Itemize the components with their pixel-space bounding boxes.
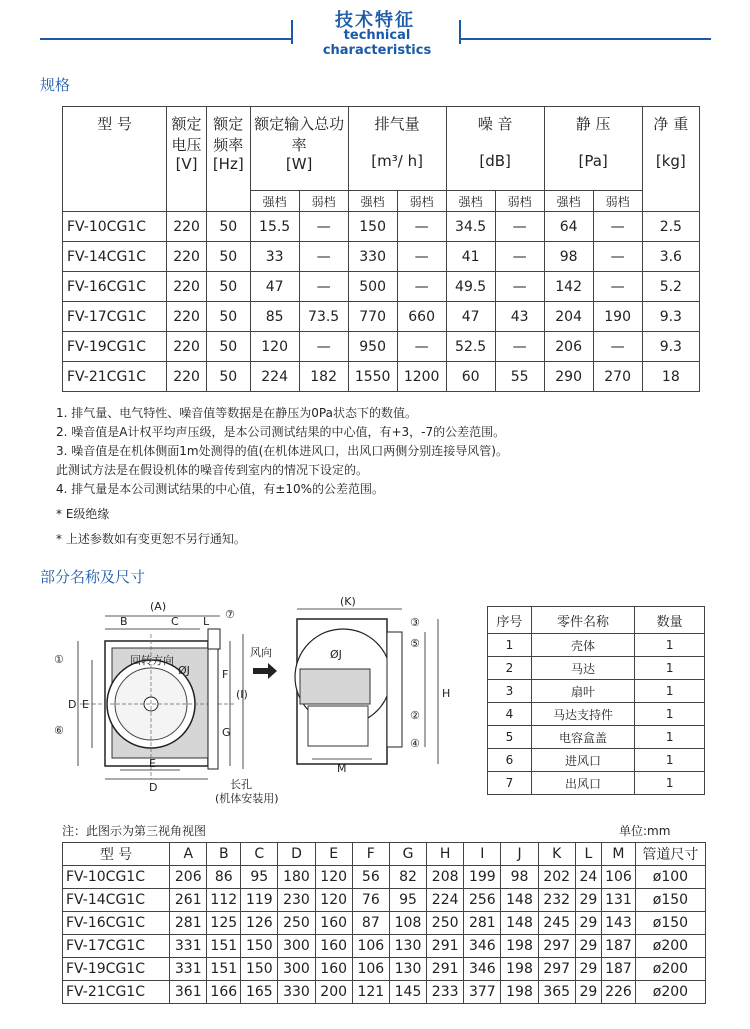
parts-cell: 出风口 [531,772,634,795]
dim-label-b: B [120,615,128,628]
header-pressure: 静 压 [Pa] [544,107,642,191]
model-cell: FV-16CG1C [63,272,167,302]
model-cell: FV-10CG1C [63,212,167,242]
spec-cell: 43 [495,302,544,332]
callout-1: ① [54,653,64,666]
parts-cell: 马达 [531,657,634,680]
spec-cell: 120 [250,332,299,362]
dims-cell: 29 [575,935,601,958]
spec-cell: — [299,212,348,242]
dims-cell: 202 [538,866,575,889]
table-row [488,772,705,795]
callout-6: ⑥ [54,724,64,737]
dims-header-cell: F [352,843,389,866]
table-row [63,935,706,958]
subheader-weak: 弱档 [397,191,446,212]
dims-cell: 29 [575,912,601,935]
spec-cell: 950 [348,332,397,362]
model-cell: FV-21CG1C [63,362,167,392]
wind-label: 风向 [250,646,272,659]
spec-cell: 5.2 [642,272,699,302]
dims-cell: 87 [352,912,389,935]
subheader-strong: 强档 [544,191,593,212]
dims-cell: 187 [602,935,636,958]
table-row [488,657,705,680]
dims-cell: 95 [241,866,278,889]
parts-cell: 7 [488,772,532,795]
dims-note: 注：此图示为第三视角视图 [62,824,207,838]
spec-cell: 660 [397,302,446,332]
spec-cell: 190 [593,302,642,332]
table-row [63,332,700,362]
callout-5: ⑤ [410,637,420,650]
spec-cell: 85 [250,302,299,332]
header-power: 额定输入总功率 [W] [250,107,348,191]
dims-cell: 125 [207,912,241,935]
model-cell: FV-14CG1C [63,889,170,912]
spec-cell: 220 [167,332,207,362]
spec-cell: 60 [446,362,495,392]
dims-cell: ø150 [635,889,705,912]
parts-cell: 马达支持件 [531,703,634,726]
spec-cell: 47 [446,302,495,332]
dims-header-cell: H [427,843,464,866]
fan-dimension-diagram [50,594,475,814]
table-row [488,634,705,657]
spec-cell: 52.5 [446,332,495,362]
note-line: 2. 噪音值是A计权平均声压级，是本公司测试结果的中心值，有+3，-7的公差范围。 [56,425,506,439]
parts-cell: 3 [488,680,532,703]
spec-cell: 50 [206,242,250,272]
model-cell: FV-21CG1C [63,981,170,1004]
spec-cell: — [397,332,446,362]
parts-cell: 2 [488,657,532,680]
dims-cell: 206 [170,866,207,889]
dims-header-cell: A [170,843,207,866]
spec-cell: 49.5 [446,272,495,302]
spec-cell: 50 [206,272,250,302]
dims-cell: 180 [278,866,315,889]
parts-cell: 扇叶 [531,680,634,703]
dims-header-cell: B [207,843,241,866]
dims-cell: 106 [352,958,389,981]
dims-cell: 76 [352,889,389,912]
spec-cell: 50 [206,332,250,362]
header-voltage: 额定电压 [V] [167,107,207,212]
spec-cell: 98 [544,242,593,272]
parts-cell: 1 [635,680,705,703]
spec-cell: 1200 [397,362,446,392]
dims-header-cell: M [602,843,636,866]
dims-cell: 346 [464,935,501,958]
table-row [63,272,700,302]
note-line: 3. 噪音值是在机体侧面1m处测得的值(在机体进风口，出风口两侧分别连接导风管)。 [56,444,508,458]
dim-label-e-bottom: E [149,757,156,770]
dims-cell: 297 [538,935,575,958]
dims-cell: 160 [315,958,352,981]
spec-cell: 9.3 [642,332,699,362]
parts-cell: 1 [635,772,705,795]
dim-label-g: G [222,726,231,739]
dims-cell: 346 [464,958,501,981]
header-title-en: technical characteristics [322,28,432,58]
parts-cell: 1 [635,634,705,657]
parts-cell: 1 [488,634,532,657]
spec-cell: 150 [348,212,397,242]
dims-cell: 256 [464,889,501,912]
table-row [488,726,705,749]
dims-cell: 108 [389,912,426,935]
dims-cell: 151 [207,958,241,981]
dims-cell: 130 [389,935,426,958]
dims-cell: 261 [170,889,207,912]
spec-cell: 220 [167,242,207,272]
spec-cell: 64 [544,212,593,242]
spec-cell: — [495,332,544,362]
dims-header-cell: D [278,843,315,866]
spec-cell: 500 [348,272,397,302]
parts-header-name: 零件名称 [531,607,634,634]
dims-header-cell: K [538,843,575,866]
spec-cell: — [299,272,348,302]
dims-cell: 200 [315,981,352,1004]
dims-cell: 148 [501,912,538,935]
spec-notes [56,404,696,549]
dims-cell: 82 [389,866,426,889]
spec-cell: 2.5 [642,212,699,242]
dims-cell: 106 [602,866,636,889]
dim-label-f: F [222,668,229,681]
dim-label-l: L [203,615,210,628]
dims-cell: 120 [315,889,352,912]
dims-cell: 377 [464,981,501,1004]
dims-cell: 250 [427,912,464,935]
dim-label-j-side: ØJ [330,648,342,661]
dims-header-cell: J [501,843,538,866]
dims-cell: 208 [427,866,464,889]
dims-cell: 126 [241,912,278,935]
dims-cell: 198 [501,981,538,1004]
spec-cell: — [299,332,348,362]
dims-cell: ø200 [635,958,705,981]
callout-7: ⑦ [225,608,235,621]
note-line: 1. 排气量、电气特性、噪音值等数据是在静压为0Pa状态下的数值。 [56,406,417,420]
parts-cell: 进风口 [531,749,634,772]
note-line: 4. 排气量是本公司测试结果的中心值，有±10%的公差范围。 [56,482,384,496]
parts-section-title: 部分名称及尺寸 [40,568,146,586]
model-cell: FV-19CG1C [63,332,167,362]
table-row [63,302,700,332]
dims-cell: ø150 [635,912,705,935]
dims-cell: 160 [315,912,352,935]
spec-cell: 204 [544,302,593,332]
dims-cell: 24 [575,866,601,889]
table-row [63,242,700,272]
dims-cell: 143 [602,912,636,935]
table-row [63,889,706,912]
header-model: 型 号 [63,107,167,212]
spec-cell: 770 [348,302,397,332]
spec-cell: 290 [544,362,593,392]
dim-label-m: M [337,762,347,775]
parts-cell: 6 [488,749,532,772]
dims-cell: 281 [464,912,501,935]
spec-cell: — [397,242,446,272]
dims-cell: 250 [278,912,315,935]
dims-header-cell: L [575,843,601,866]
note-line: * E级绝缘 [56,507,110,521]
table-row [63,912,706,935]
dims-cell: 112 [207,889,241,912]
spec-cell: 50 [206,302,250,332]
parts-cell: 1 [635,657,705,680]
model-cell: FV-10CG1C [63,866,170,889]
dims-cell: 106 [352,935,389,958]
spec-cell: 41 [446,242,495,272]
dims-cell: 291 [427,958,464,981]
subheader-strong: 强档 [446,191,495,212]
spec-cell: 15.5 [250,212,299,242]
subheader-strong: 强档 [250,191,299,212]
dim-label-c: C [171,615,179,628]
dims-cell: 165 [241,981,278,1004]
dims-cell: 166 [207,981,241,1004]
spec-cell: 9.3 [642,302,699,332]
header-airflow: 排气量 [m³/ h] [348,107,446,191]
dims-cell: 119 [241,889,278,912]
dims-header-cell: 管道尺寸 [635,843,705,866]
table-row [488,680,705,703]
dims-cell: 29 [575,889,601,912]
dims-cell: ø200 [635,935,705,958]
spec-cell: 33 [250,242,299,272]
dims-cell: 151 [207,935,241,958]
header-noise: 噪 音 [dB] [446,107,544,191]
dims-cell: 160 [315,935,352,958]
dim-label-a: (A) [150,600,167,613]
subheader-weak: 弱档 [495,191,544,212]
wind-arrow-icon [253,663,277,679]
dims-unit: 单位:mm [619,824,671,838]
dims-cell: 120 [315,866,352,889]
model-cell: FV-19CG1C [63,958,170,981]
dims-cell: 226 [602,981,636,1004]
spec-cell: 34.5 [446,212,495,242]
spec-cell: 224 [250,362,299,392]
parts-cell: 壳体 [531,634,634,657]
note-line: 此测试方法是在假设机体的噪音传到室内的情况下设定的。 [56,463,369,477]
spec-cell: 206 [544,332,593,362]
table-row [63,362,700,392]
dims-cell: 281 [170,912,207,935]
dims-cell: 330 [278,981,315,1004]
header-frequency: 额定频率 [Hz] [206,107,250,212]
spec-cell: 220 [167,212,207,242]
subheader-weak: 弱档 [299,191,348,212]
dims-cell: ø200 [635,981,705,1004]
spec-cell: — [495,212,544,242]
table-row [488,703,705,726]
spec-cell: 220 [167,362,207,392]
spec-cell: 55 [495,362,544,392]
model-cell: FV-14CG1C [63,242,167,272]
spec-cell: 220 [167,302,207,332]
spec-cell: — [397,212,446,242]
dims-cell: 331 [170,935,207,958]
table-row [63,981,706,1004]
spec-table [62,106,700,392]
callout-2: ② [410,709,420,722]
spec-section-title: 规格 [40,76,71,94]
dims-cell: 150 [241,935,278,958]
spec-cell: — [593,272,642,302]
spec-cell: 220 [167,272,207,302]
spec-cell: — [299,242,348,272]
parts-table [487,606,705,795]
spec-cell: — [593,332,642,362]
dims-cell: 95 [389,889,426,912]
subheader-weak: 弱档 [593,191,642,212]
spec-cell: — [593,242,642,272]
parts-cell: 1 [635,703,705,726]
callout-3: ③ [410,616,420,629]
dims-cell: 198 [501,958,538,981]
parts-cell: 电容盒盖 [531,726,634,749]
table-row [63,212,700,242]
dims-cell: 291 [427,935,464,958]
spec-cell: 50 [206,362,250,392]
spec-cell: 1550 [348,362,397,392]
table-row [488,749,705,772]
dim-label-j: ØJ [178,664,190,677]
dims-cell: 29 [575,958,601,981]
header-weight: 净 重 [kg] [642,107,699,212]
dims-header-cell: G [389,843,426,866]
parts-cell: 4 [488,703,532,726]
slot-label: 长孔 [230,778,252,791]
header-rule-right [461,38,711,40]
dim-label-h: H [442,687,451,700]
dims-cell: 187 [602,958,636,981]
spec-cell: 73.5 [299,302,348,332]
dims-cell: 230 [278,889,315,912]
dims-cell: 86 [207,866,241,889]
dim-label-k: (K) [340,595,356,608]
dims-cell: 130 [389,958,426,981]
parts-cell: 5 [488,726,532,749]
dims-cell: 297 [538,958,575,981]
dims-cell: 365 [538,981,575,1004]
parts-header-index: 序号 [488,607,532,634]
spec-cell: 182 [299,362,348,392]
dims-header-cell: C [241,843,278,866]
spec-cell: 142 [544,272,593,302]
rotation-label: 回转方向 [130,654,174,667]
model-cell: FV-17CG1C [63,302,167,332]
dims-cell: 56 [352,866,389,889]
parts-header-qty: 数量 [635,607,705,634]
dims-cell: 150 [241,958,278,981]
dims-header-cell: 型 号 [63,843,170,866]
table-row [63,958,706,981]
dims-cell: 300 [278,935,315,958]
parts-cell: 1 [635,749,705,772]
dims-cell: 245 [538,912,575,935]
dims-cell: 145 [389,981,426,1004]
spec-cell: — [593,212,642,242]
spec-cell: 50 [206,212,250,242]
dim-label-i: (I) [236,688,248,701]
page-header [0,0,750,60]
subheader-strong: 强档 [348,191,397,212]
dim-label-d-left: D [68,698,77,711]
model-cell: FV-16CG1C [63,912,170,935]
dims-cell: 224 [427,889,464,912]
dims-cell: 300 [278,958,315,981]
spec-cell: 330 [348,242,397,272]
dims-cell: 29 [575,981,601,1004]
spec-cell: 270 [593,362,642,392]
spec-cell: — [495,272,544,302]
dims-cell: 361 [170,981,207,1004]
dims-cell: 199 [464,866,501,889]
header-rule-left [40,38,291,40]
model-cell: FV-17CG1C [63,935,170,958]
dims-cell: 232 [538,889,575,912]
spec-cell: — [397,272,446,302]
spec-cell: 18 [642,362,699,392]
table-row [63,866,706,889]
dims-cell: 121 [352,981,389,1004]
dims-cell: 331 [170,958,207,981]
spec-cell: 3.6 [642,242,699,272]
dim-label-d-bottom: D [149,781,158,794]
dims-header-row [63,843,706,866]
note-line: * 上述参数如有变更恕不另行通知。 [56,532,246,546]
dims-header-cell: I [464,843,501,866]
callout-4: ④ [410,737,420,750]
dims-cell: 148 [501,889,538,912]
dims-cell: 198 [501,935,538,958]
spec-cell: — [495,242,544,272]
dims-table [62,842,706,1004]
dims-header-cell: E [315,843,352,866]
dims-cell: 233 [427,981,464,1004]
spec-cell: 47 [250,272,299,302]
dim-label-e-left: E [82,698,89,711]
parts-cell: 1 [635,726,705,749]
slot-note: (机体安装用) [215,792,279,805]
dims-cell: 131 [602,889,636,912]
dims-cell: 98 [501,866,538,889]
header-title-cn: 技术特征 [335,10,415,31]
dims-cell: ø100 [635,866,705,889]
